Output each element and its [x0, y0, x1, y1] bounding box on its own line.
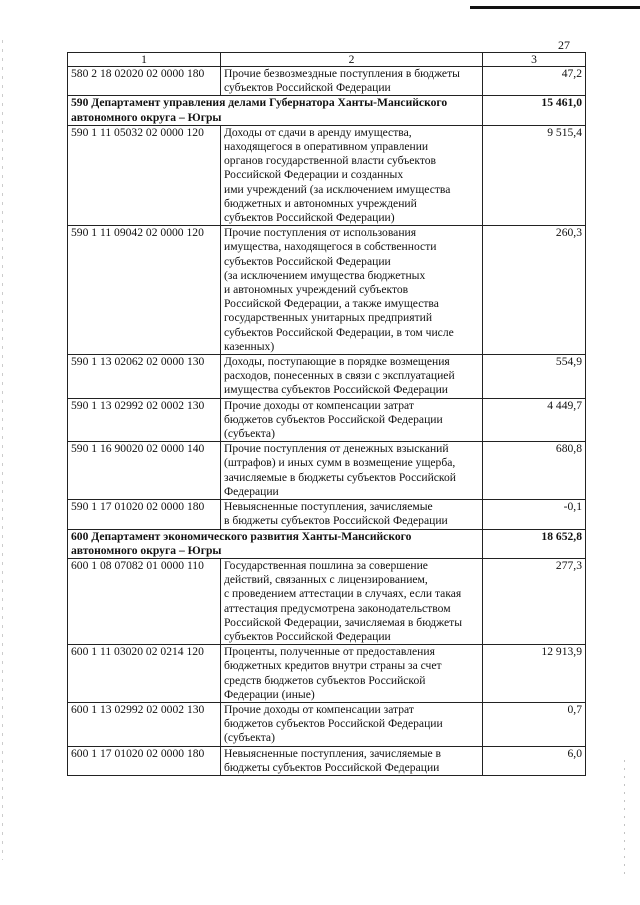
amount: 6,0: [483, 746, 586, 775]
amount: 260,3: [483, 226, 586, 355]
description-line: казенных): [224, 339, 275, 353]
table-row: [68, 226, 586, 355]
table-row: [68, 558, 586, 644]
amount: 0,7: [483, 702, 586, 746]
table-row: [68, 702, 586, 746]
amount: 12 913,9: [483, 645, 586, 703]
table-row: [68, 125, 586, 225]
amount: 47,2: [483, 67, 586, 96]
amount: 277,3: [483, 558, 586, 644]
amount: 9 515,4: [483, 125, 586, 225]
description-line: субъектов Российской Федерации, в том числе: [224, 325, 454, 339]
amount: 554,9: [483, 355, 586, 399]
column-header: 3: [483, 53, 586, 67]
table-row: [68, 645, 586, 703]
description-line: Федерации: [224, 484, 279, 498]
description-line: зачисляемые в бюджеты субъектов Российской: [224, 470, 456, 484]
table-row: [68, 67, 586, 96]
item-description: [221, 645, 483, 703]
budget-code: 600 1 08 07082 01 0000 110: [68, 558, 221, 644]
description-line: и автономных учреждений субъектов: [224, 283, 409, 297]
amount: 18 652,8: [483, 529, 586, 558]
amount: 4 449,7: [483, 398, 586, 442]
description-line: Невыясненные поступления, зачисляемые в: [224, 746, 442, 760]
table-row: [68, 442, 586, 500]
description-line: в бюджеты субъектов Российской Федерации: [224, 514, 448, 528]
item-description: [221, 355, 483, 399]
description-line: аттестация предусмотрена законодательством: [224, 601, 451, 615]
department-title: [68, 529, 483, 558]
description-line: бюджетных и автономных учреждений: [224, 196, 417, 210]
item-description: [221, 67, 483, 96]
description-line: (субъекта): [224, 427, 275, 441]
description-line: ими учреждений (за исключением имущества: [224, 182, 451, 196]
description-line: бюджетов субъектов Российской Федерации: [224, 412, 443, 426]
department-title-line: 600 Департамент экономического развития Ханты-Мансийского: [71, 529, 412, 543]
item-description: [221, 442, 483, 500]
description-line: имущества, находящегося в собственности: [224, 240, 437, 254]
table-row: [68, 746, 586, 775]
description-line: Проценты, полученные от предоставления: [224, 645, 435, 659]
item-description: [221, 398, 483, 442]
budget-code: 590 1 13 02992 02 0002 130: [68, 398, 221, 442]
budget-table: [67, 52, 586, 776]
description-line: субъектов Российской Федерации: [224, 254, 391, 268]
department-row: [68, 96, 586, 125]
budget-code: 590 1 11 09042 02 0000 120: [68, 226, 221, 355]
description-line: бюджетных кредитов внутри страны за счет: [224, 659, 442, 673]
item-description: [221, 746, 483, 775]
description-line: бюджеты субъектов Российской Федерации: [224, 760, 440, 774]
description-line: Российской Федерации и созданных: [224, 168, 404, 182]
description-line: Российской Федерации, а также имущества: [224, 297, 439, 311]
item-description: [221, 125, 483, 225]
description-line: бюджетов субъектов Российской Федерации: [224, 717, 443, 731]
department-title-line: автономного округа – Югры: [71, 110, 222, 124]
budget-code: 600 1 11 03020 02 0214 120: [68, 645, 221, 703]
table-row: [68, 500, 586, 529]
department-title: [68, 96, 483, 125]
description-line: Прочие доходы от компенсации затрат: [224, 398, 414, 412]
description-line: находящегося в оперативном управлении: [224, 140, 429, 154]
department-row: [68, 529, 586, 558]
description-line: Доходы от сдачи в аренду имущества,: [224, 125, 412, 139]
description-line: средств бюджетов субъектов Российской: [224, 673, 426, 687]
budget-code: 580 2 18 02020 02 0000 180: [68, 67, 221, 96]
budget-code: 590 1 13 02062 02 0000 130: [68, 355, 221, 399]
description-line: субъектов Российской Федерации): [224, 211, 395, 225]
description-line: Российской Федерации, зачисляемая в бюджеты: [224, 615, 463, 629]
description-line: государственных унитарных предприятий: [224, 311, 433, 325]
table-header-row: [68, 53, 586, 67]
description-line: Прочие доходы от компенсации затрат: [224, 702, 414, 716]
amount: -0,1: [483, 500, 586, 529]
description-line: Федерации (иные): [224, 687, 315, 701]
item-description: [221, 702, 483, 746]
department-title-line: 590 Департамент управления делами Губернатора Ханты-Мансийского: [71, 96, 448, 110]
budget-code: 600 1 13 02992 02 0002 130: [68, 702, 221, 746]
item-description: [221, 226, 483, 355]
description-line: с проведением аттестации в случаях, если такая: [224, 587, 462, 601]
description-line: Доходы, поступающие в порядке возмещения: [224, 355, 450, 369]
department-title-line: автономного округа – Югры: [71, 543, 222, 557]
table-row: [68, 398, 586, 442]
description-line: Прочие поступления от использования: [224, 226, 417, 240]
budget-code: 600 1 17 01020 02 0000 180: [68, 746, 221, 775]
budget-code: 590 1 17 01020 02 0000 180: [68, 500, 221, 529]
top-rule: [470, 6, 640, 9]
description-line: органов государственной власти субъектов: [224, 154, 437, 168]
description-line: (штрафов) и иных сумм в возмещение ущерба,: [224, 456, 456, 470]
description-line: расходов, понесенных в связи с эксплуатацией: [224, 369, 455, 383]
page-number: 27: [558, 38, 570, 52]
item-description: [221, 558, 483, 644]
description-line: субъектов Российской Федерации: [224, 629, 391, 643]
description-line: Государственная пошлина за совершение: [224, 558, 428, 572]
budget-code: 590 1 16 90020 02 0000 140: [68, 442, 221, 500]
description-line: Невыясненные поступления, зачисляемые: [224, 500, 433, 514]
budget-code: 590 1 11 05032 02 0000 120: [68, 125, 221, 225]
column-header: 1: [68, 53, 221, 67]
description-line: (субъекта): [224, 731, 275, 745]
table-row: [68, 355, 586, 399]
description-line: субъектов Российской Федерации: [224, 81, 391, 95]
description-line: имущества субъектов Российской Федерации: [224, 383, 449, 397]
column-header: 2: [221, 53, 483, 67]
item-description: [221, 500, 483, 529]
description-line: действий, связанных с лицензированием,: [224, 573, 428, 587]
amount: 680,8: [483, 442, 586, 500]
scan-edge-right: [624, 760, 625, 880]
scan-edge-left: [2, 40, 3, 860]
description-line: (за исключением имущества бюджетных: [224, 268, 426, 282]
amount: 15 461,0: [483, 96, 586, 125]
description-line: Прочие безвозмездные поступления в бюджеты: [224, 67, 460, 80]
description-line: Прочие поступления от денежных взысканий: [224, 442, 449, 456]
